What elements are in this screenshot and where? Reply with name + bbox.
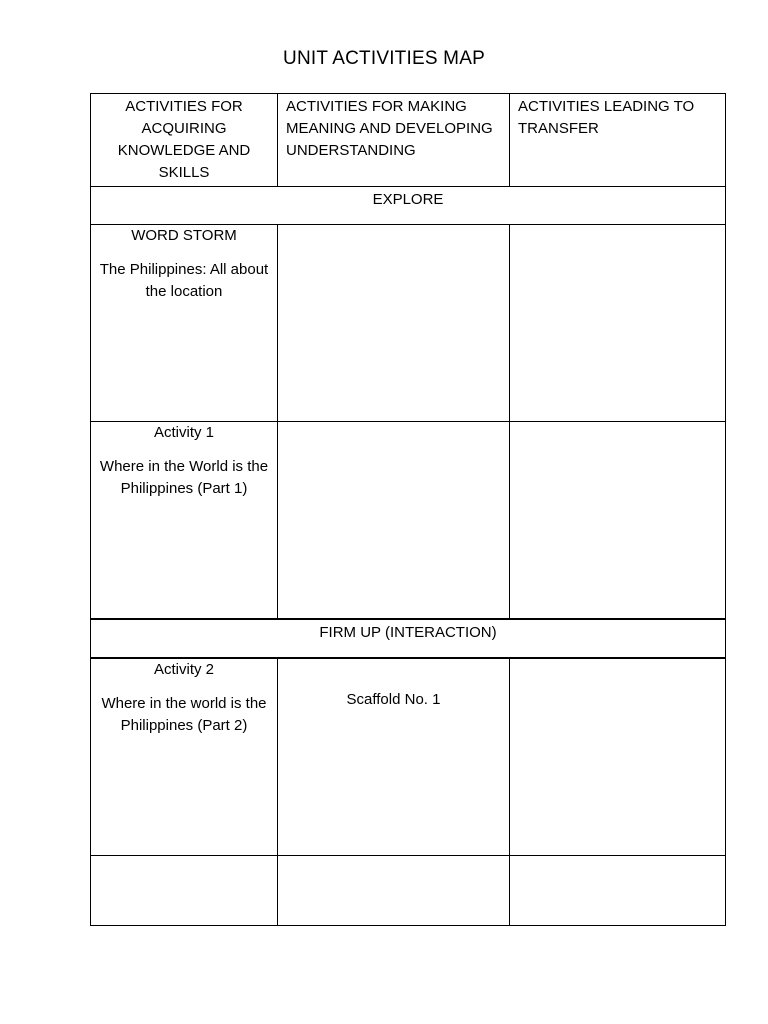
table-row	[91, 422, 726, 620]
section-label-explore: EXPLORE	[91, 187, 726, 225]
table-row	[91, 658, 726, 856]
empty-cell	[278, 225, 510, 422]
activity-1-cell	[91, 422, 278, 620]
table-row	[91, 225, 726, 422]
table-row	[91, 856, 726, 926]
empty-cell	[278, 856, 510, 926]
section-row-explore	[91, 187, 726, 225]
section-row-firm-up	[91, 619, 726, 658]
activity-2-title: Where in the world is the Philippines (Part 2)	[101, 695, 267, 734]
activity-1-label: Activity 1	[153, 424, 214, 441]
empty-cell	[510, 856, 726, 926]
activity-2-meaning-cell	[278, 658, 510, 856]
activity-2-cell	[91, 658, 278, 856]
scaffold-label: Scaffold No. 1	[346, 691, 441, 708]
activity-2-label: Activity 2	[153, 661, 214, 678]
table-header-row	[91, 94, 726, 187]
word-storm-label: WORD STORM	[131, 227, 237, 244]
empty-cell	[91, 856, 278, 926]
empty-cell	[510, 422, 726, 620]
page-title: UNIT ACTIVITIES MAP	[283, 48, 485, 69]
header-transfer: ACTIVITIES LEADING TO TRANSFER	[510, 94, 726, 187]
header-making-meaning: ACTIVITIES FOR MAKING MEANING AND DEVELOPING UNDERSTANDING	[278, 94, 510, 187]
header-acquiring-knowledge: ACTIVITIES FOR ACQUIRING KNOWLEDGE AND SKILLS	[91, 94, 278, 187]
activity-1-title: Where in the World is the Philippines (Part 1)	[99, 458, 269, 497]
empty-cell	[278, 422, 510, 620]
empty-cell	[510, 225, 726, 422]
empty-cell	[510, 658, 726, 856]
activities-table	[90, 93, 726, 926]
word-storm-title: The Philippines: All about the location	[99, 261, 269, 300]
section-label-firm-up: FIRM UP (INTERACTION)	[91, 619, 726, 658]
word-storm-cell	[91, 225, 278, 422]
